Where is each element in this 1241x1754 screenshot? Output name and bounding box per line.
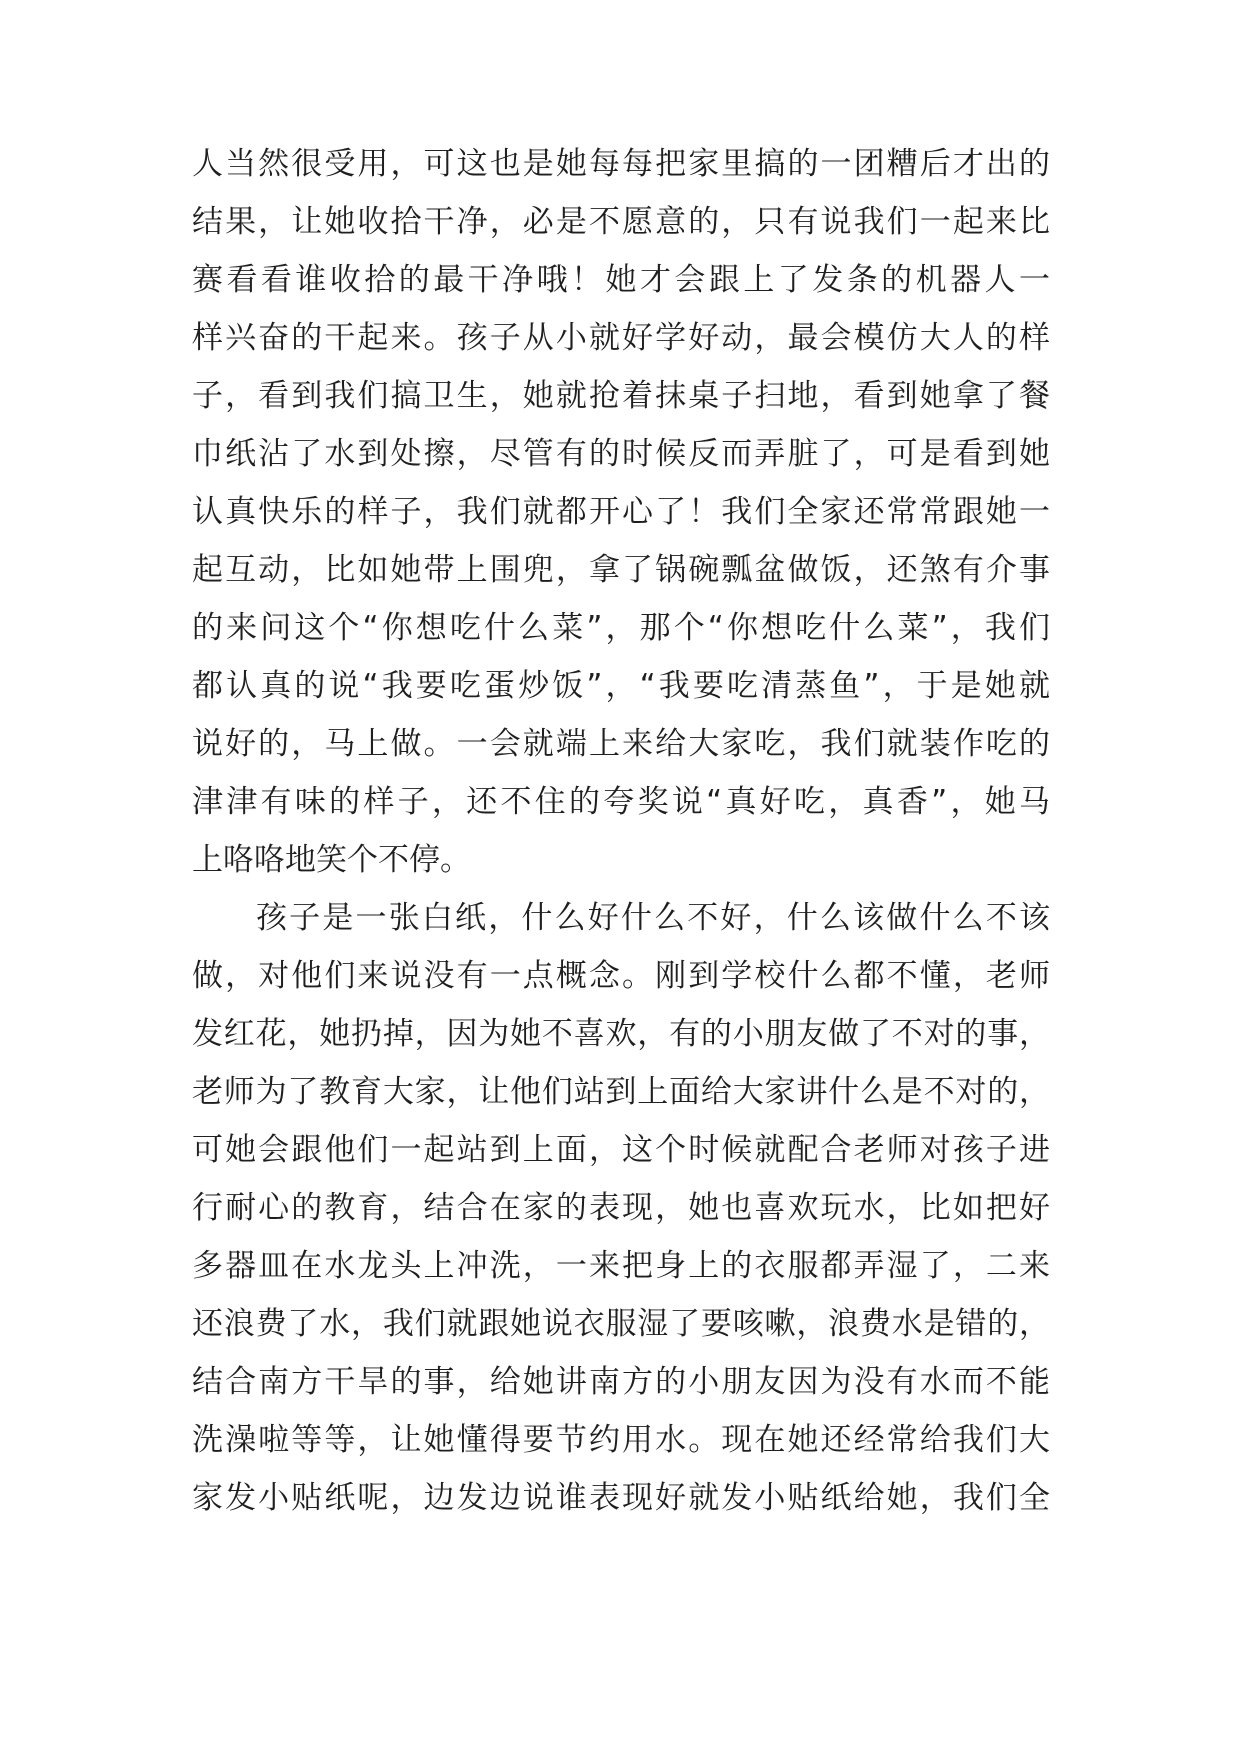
text-line: 津津有味的样子，还不住的夸奖说“真好吃，真香”，她马 — [192, 784, 1050, 820]
text-line: 人当然很受用，可这也是她每每把家里搞的一团糟后才出的 — [192, 146, 1050, 182]
text-line: 结合南方干旱的事，给她讲南方的小朋友因为没有水而不能 — [192, 1364, 1050, 1400]
text-line: 多器皿在水龙头上冲洗，一来把身上的衣服都弄湿了，二来 — [192, 1248, 1050, 1284]
paragraph-1 — [192, 135, 1050, 889]
text-line: 认真快乐的样子，我们就都开心了！我们全家还常常跟她一 — [192, 494, 1050, 530]
paragraph-2 — [192, 889, 1050, 1527]
text-line: 结果，让她收拾干净，必是不愿意的，只有说我们一起来比 — [192, 204, 1050, 240]
text-line: 还浪费了水，我们就跟她说衣服湿了要咳嗽，浪费水是错的， — [192, 1306, 1050, 1342]
text-line: 孩子是一张白纸，什么好什么不好，什么该做什么不该 — [256, 900, 1050, 936]
text-line: 都认真的说“我要吃蛋炒饭”，“我要吃清蒸鱼”，于是她就 — [192, 668, 1050, 704]
text-line: 说好的，马上做。一会就端上来给大家吃，我们就装作吃的 — [192, 726, 1050, 762]
text-line: 的来问这个“你想吃什么菜”，那个“你想吃什么菜”，我们 — [192, 610, 1050, 646]
text-line: 做，对他们来说没有一点概念。刚到学校什么都不懂，老师 — [192, 958, 1050, 994]
text-line: 赛看看谁收拾的最干净哦！她才会跟上了发条的机器人一 — [192, 262, 1050, 298]
text-line: 可她会跟他们一起站到上面，这个时候就配合老师对孩子进 — [192, 1132, 1050, 1168]
text-line: 发红花，她扔掉，因为她不喜欢，有的小朋友做了不对的事， — [192, 1016, 1050, 1052]
text-line: 上咯咯地笑个不停。 — [192, 842, 471, 878]
text-line: 起互动，比如她带上围兜，拿了锅碗瓢盆做饭，还煞有介事 — [192, 552, 1050, 588]
text-line: 行耐心的教育，结合在家的表现，她也喜欢玩水，比如把好 — [192, 1190, 1050, 1226]
text-line: 老师为了教育大家，让他们站到上面给大家讲什么是不对的， — [192, 1074, 1050, 1110]
text-line: 洗澡啦等等，让她懂得要节约用水。现在她还经常给我们大 — [192, 1422, 1050, 1458]
text-line: 子，看到我们搞卫生，她就抢着抹桌子扫地，看到她拿了餐 — [192, 378, 1050, 414]
text-line: 家发小贴纸呢，边发边说谁表现好就发小贴纸给她，我们全 — [192, 1480, 1050, 1516]
text-line: 样兴奋的干起来。孩子从小就好学好动，最会模仿大人的样 — [192, 320, 1050, 356]
text-line: 巾纸沾了水到处擦，尽管有的时候反而弄脏了，可是看到她 — [192, 436, 1050, 472]
